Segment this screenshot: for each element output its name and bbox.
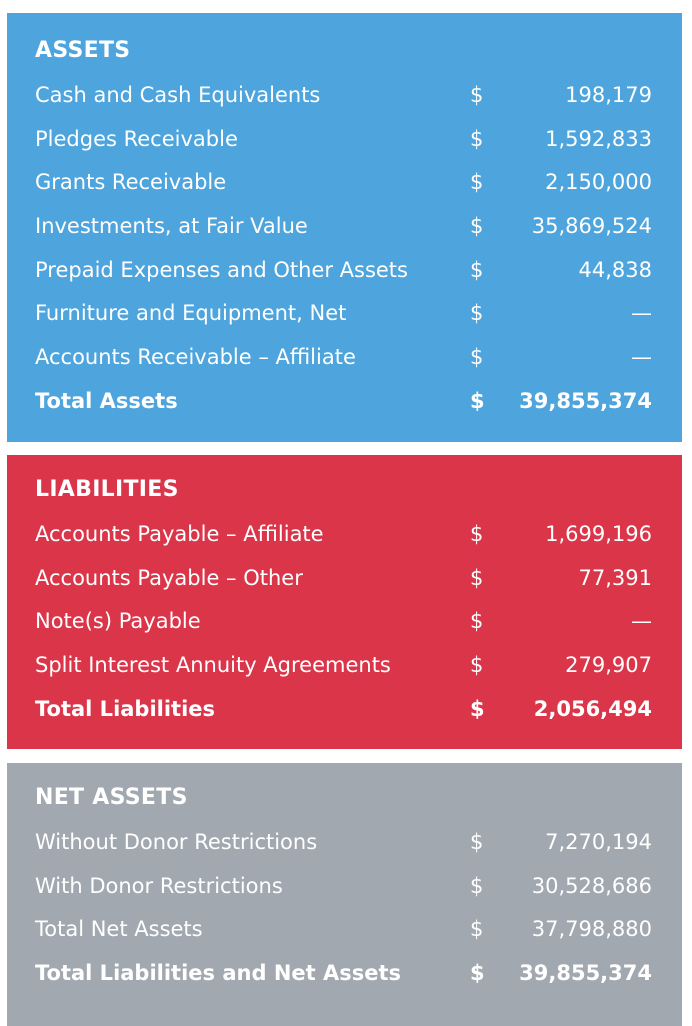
row-label: Investments, at Fair Value (35, 214, 308, 238)
row-amount: 35,869,524 (531, 214, 652, 238)
currency-symbol: $ (470, 345, 484, 369)
row-amount: 279,907 (565, 653, 652, 677)
table-row (7, 871, 682, 901)
row-label: Furniture and Equipment, Net (35, 301, 347, 325)
row-label: Without Donor Restrictions (35, 830, 318, 854)
row-amount: 37,798,880 (531, 917, 652, 941)
row-amount: 2,150,000 (545, 170, 652, 194)
currency-symbol: $ (470, 917, 484, 941)
assets-section (7, 13, 682, 442)
currency-symbol: $ (470, 214, 484, 238)
row-label: Pledges Receivable (35, 127, 238, 151)
row-label: Cash and Cash Equivalents (35, 83, 321, 107)
currency-symbol: $ (470, 301, 484, 325)
row-label: Accounts Payable – Affiliate (35, 522, 324, 546)
total-label: Total Liabilities and Net Assets (35, 961, 402, 985)
row-label: With Donor Restrictions (35, 874, 283, 898)
table-row (7, 342, 682, 372)
currency-symbol: $ (470, 874, 484, 898)
row-label: Grants Receivable (35, 170, 227, 194)
currency-symbol: $ (470, 522, 484, 546)
row-label: Total Net Assets (35, 917, 203, 941)
currency-symbol: $ (470, 170, 484, 194)
table-row (7, 650, 682, 680)
row-amount: 198,179 (565, 83, 652, 107)
total-row (7, 386, 682, 416)
row-amount: 7,270,194 (545, 830, 652, 854)
table-row (7, 519, 682, 549)
row-amount: — (631, 609, 652, 633)
row-label: Prepaid Expenses and Other Assets (35, 258, 408, 282)
table-row (7, 914, 682, 944)
table-row (7, 167, 682, 197)
table-row (7, 211, 682, 241)
liabilities-section (7, 455, 682, 749)
net-assets-section (7, 763, 682, 1026)
currency-symbol: $ (470, 566, 484, 590)
table-row (7, 606, 682, 636)
row-label: Note(s) Payable (35, 609, 201, 633)
currency-symbol: $ (470, 961, 485, 985)
total-row (7, 958, 682, 988)
total-label: Total Liabilities (35, 697, 216, 721)
row-amount: — (631, 345, 652, 369)
row-amount: 1,592,833 (545, 127, 652, 151)
table-row (7, 827, 682, 857)
currency-symbol: $ (470, 389, 485, 413)
table-row (7, 255, 682, 285)
row-label: Split Interest Annuity Agreements (35, 653, 391, 677)
net-assets-heading: NET ASSETS (35, 785, 188, 810)
total-amount: 39,855,374 (519, 961, 652, 985)
liabilities-heading: LIABILITIES (35, 477, 179, 502)
table-row (7, 563, 682, 593)
row-amount: 77,391 (578, 566, 652, 590)
currency-symbol: $ (470, 258, 484, 282)
currency-symbol: $ (470, 697, 485, 721)
row-label: Accounts Receivable – Affiliate (35, 345, 356, 369)
total-amount: 39,855,374 (519, 389, 652, 413)
table-row (7, 124, 682, 154)
total-row (7, 694, 682, 724)
total-label: Total Assets (35, 389, 178, 413)
table-row (7, 298, 682, 328)
row-amount: 44,838 (578, 258, 652, 282)
currency-symbol: $ (470, 653, 484, 677)
currency-symbol: $ (470, 127, 484, 151)
table-row (7, 80, 682, 110)
row-amount: 1,699,196 (545, 522, 652, 546)
row-amount: 30,528,686 (531, 874, 652, 898)
row-amount: — (631, 301, 652, 325)
total-amount: 2,056,494 (533, 697, 652, 721)
currency-symbol: $ (470, 83, 484, 107)
assets-heading: ASSETS (35, 38, 131, 63)
currency-symbol: $ (470, 830, 484, 854)
row-label: Accounts Payable – Other (35, 566, 303, 590)
currency-symbol: $ (470, 609, 484, 633)
